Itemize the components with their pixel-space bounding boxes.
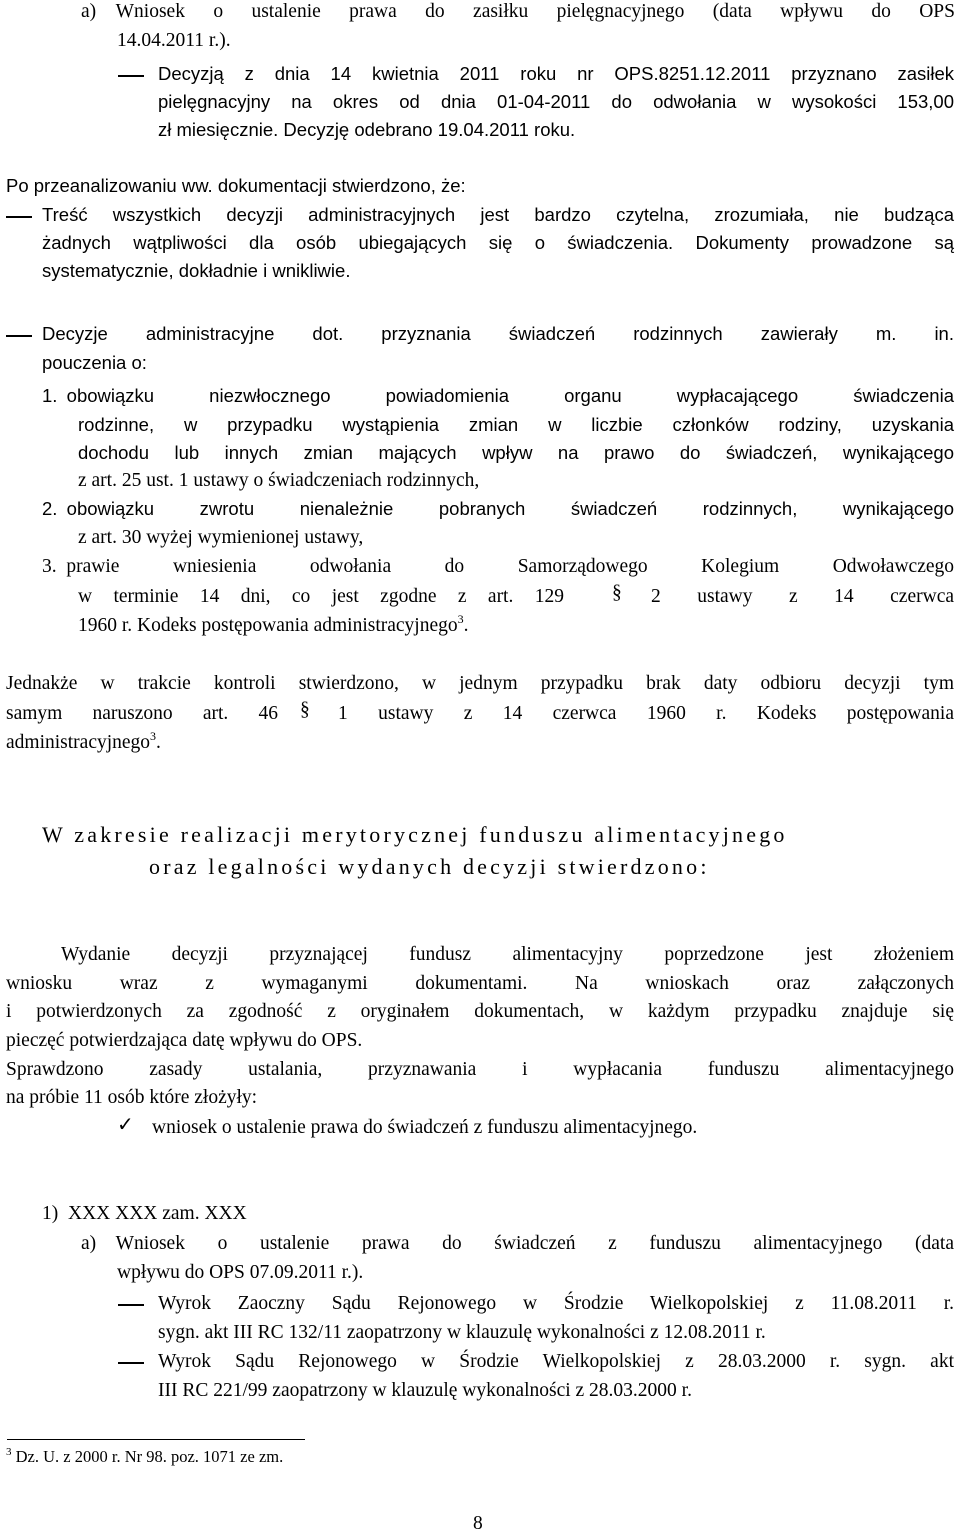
- judgment2-line2: III RC 221/99 zaopatrzony w klauzulę wykonalności z 28.03.2000 r.: [158, 1380, 692, 1401]
- numbered-1-line1: 1. obowiązku niezwłocznego powiadomienia organu wypłacającego świadczenia: [42, 385, 954, 406]
- decision-line2: pielęgnacyjny na okres od dnia 01-04-2011 do odwołania w wysokości 153,00: [158, 91, 954, 112]
- footnote-ref: 3: [150, 729, 157, 743]
- point1-line1: Treść wszystkich decyzji administracyjnych jest bardzo czytelna, zrozumiała, nie budząca: [42, 204, 954, 225]
- point1-line2: żadnych wątpliwości dla osób ubiegających się o świadczenia. Dokumenty prowadzone są: [42, 232, 954, 253]
- judgment2-line1: Wyrok Sądu Rejonowego w Środzie Wielkopolskiej z 28.03.2000 r. sygn. akt: [158, 1351, 954, 1372]
- section-heading-line1: W zakresie realizacji merytorycznej funduszu alimentacyjnego: [42, 822, 788, 847]
- checklist-item: wniosek o ustalenie prawa do świadczeń z funduszu alimentacyjnego.: [152, 1117, 698, 1138]
- item-a-line1: a) Wniosek o ustalenie prawa do zasiłku pielęgnacyjnego (data wpływu do OPS: [81, 1, 955, 22]
- case-a-line2: wpływu do OPS 07.09.2011 r.).: [117, 1262, 364, 1283]
- fund-p1-line1: Wydanie decyzji przyznającej fundusz alimentacyjny poprzedzone jest złożeniem: [61, 944, 954, 965]
- page-number: 8: [473, 1513, 483, 1534]
- fund-p1-line4: pieczęć potwierdzająca datę wpływu do OPS.: [6, 1030, 363, 1051]
- numbered-3-end: .: [463, 615, 469, 636]
- control-line2b: 1 ustawy z 14 czerwca 1960 r. Kodeks postępowania: [338, 703, 954, 724]
- case-a-line1: a) Wniosek o ustalenie prawa do świadczeń z funduszu alimentacyjnego (data: [81, 1233, 954, 1254]
- control-line3-text: administracyjnego: [6, 732, 151, 753]
- numbered-3-line3-text: 1960 r. Kodeks postępowania administracyjnego: [78, 615, 458, 636]
- fund-p1-line2: wniosku wraz z wymaganymi dokumentami. Na wnioskach oraz załączonych: [6, 973, 954, 994]
- analysis-intro: Po przeanalizowaniu ww. dokumentacji stwierdzono, że:: [6, 175, 466, 196]
- decision-line3: zł miesięcznie. Decyzję odebrano 19.04.2011 roku.: [158, 119, 576, 140]
- item-a-line2: 14.04.2011 r.).: [117, 30, 231, 51]
- point1-line3: systematycznie, dokładnie i wnikliwie.: [42, 260, 351, 281]
- numbered-3-line2a: w terminie 14 dni, co jest zgodne z art. 129: [78, 586, 564, 607]
- footnote-separator: [7, 1439, 305, 1440]
- fund-p2-line1: Sprawdzono zasady ustalania, przyznawania i wypłacania funduszu alimentacyjnego: [6, 1059, 954, 1080]
- dash-bullet: [118, 1362, 144, 1364]
- numbered-2-line1: 2. obowiązku zwrotu nienależnie pobranych świadczeń rodzinnych, wynikającego: [42, 498, 954, 519]
- checkmark-icon: ✓: [117, 1112, 134, 1136]
- dash-bullet: [6, 216, 32, 218]
- fund-p1-line3: i potwierdzonych za zgodność z oryginałem dokumentach, w każdym przypadku znajduje się: [6, 1001, 954, 1022]
- section-sign-icon: §: [300, 699, 310, 720]
- point2-line1: Decyzje administracyjne dot. przyznania świadczeń rodzinnych zawierały m. in.: [42, 323, 954, 344]
- fund-p2-line2: na próbie 11 osób które złożyły:: [6, 1087, 258, 1108]
- footnote-mark: 3: [6, 1446, 12, 1458]
- numbered-1-line2: rodzinne, w przypadku wystąpienia zmian w liczbie członków rodziny, uzyskania: [78, 414, 954, 435]
- numbered-1-line4: z art. 25 ust. 1 ustawy o świadczeniach rodzinnych,: [78, 470, 480, 491]
- footnote: [6, 1445, 283, 1469]
- control-line3-end: .: [156, 732, 161, 753]
- judgment1-line1: Wyrok Zaoczny Sądu Rejonowego w Środzie Wielkopolskiej z 11.08.2011 r.: [158, 1293, 954, 1314]
- point2-line2: pouczenia o:: [42, 352, 147, 373]
- dash-bullet: [6, 335, 32, 337]
- case-title: 1) XXX XXX zam. XXX: [42, 1203, 247, 1224]
- control-line2a: samym naruszono art. 46: [6, 703, 278, 724]
- numbered-3-line3: [78, 614, 469, 638]
- section-heading-line2: oraz legalności wydanych decyzji stwierdzono:: [149, 854, 710, 879]
- control-line3: [6, 731, 161, 755]
- judgment1-line2: sygn. akt III RC 132/11 zaopatrzony w klauzulę wykonalności z 12.08.2011 r.: [158, 1322, 766, 1343]
- section-sign-icon: §: [612, 582, 622, 603]
- numbered-3-line2b: 2 ustawy z 14 czerwca: [651, 586, 954, 607]
- control-line1: Jednakże w trakcie kontroli stwierdzono, w jednym przypadku brak daty odbioru decyzji tym: [6, 673, 954, 694]
- numbered-1-line3: dochodu lub innych zmian mających wpływ na prawo do świadczeń, wynikającego: [78, 442, 954, 463]
- dash-bullet: [118, 75, 144, 77]
- numbered-3-line1: 3. prawie wniesienia odwołania do Samorządowego Kolegium Odwoławczego: [42, 556, 954, 577]
- footnote-text: Dz. U. z 2000 r. Nr 98. poz. 1071 ze zm.: [11, 1447, 284, 1466]
- footnote-ref: 3: [457, 612, 464, 626]
- dash-bullet: [118, 1304, 144, 1306]
- numbered-2-line2: z art. 30 wyżej wymienionej ustawy,: [78, 527, 364, 548]
- decision-line1: Decyzją z dnia 14 kwietnia 2011 roku nr OPS.8251.12.2011 przyznano zasiłek: [158, 63, 954, 84]
